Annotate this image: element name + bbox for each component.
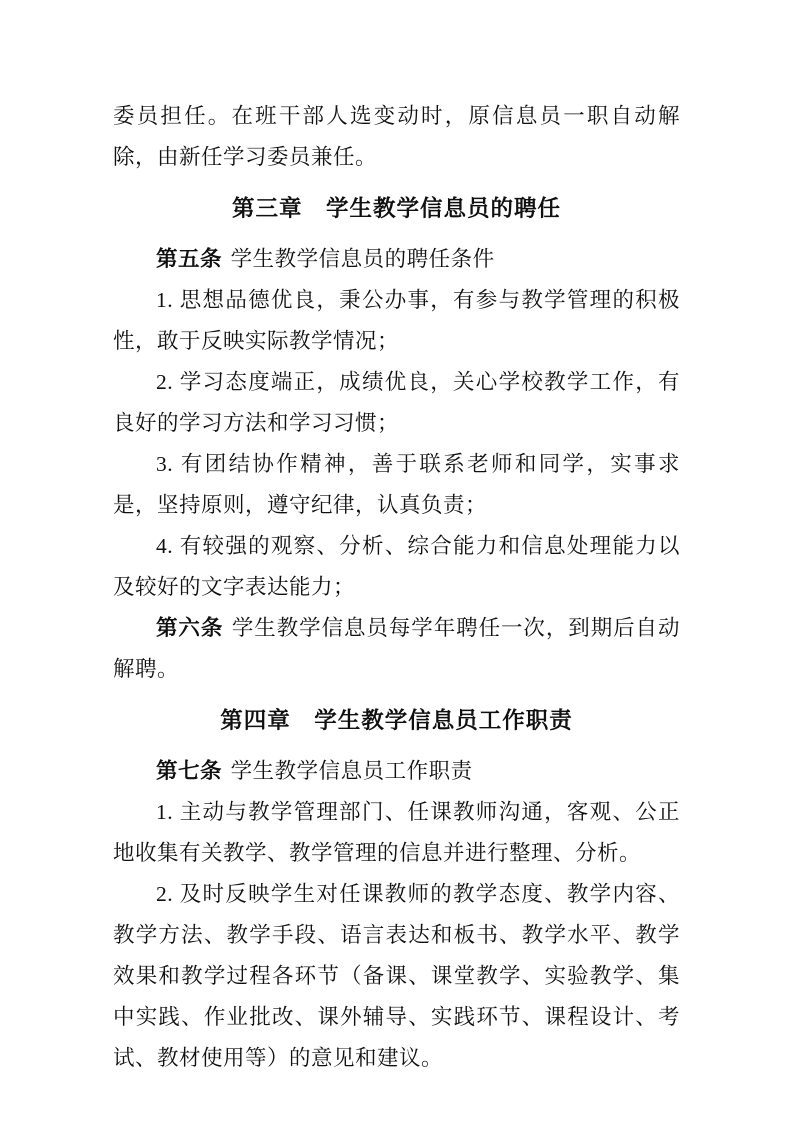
article-paragraph xyxy=(113,239,680,280)
article-text: 学生教学信息员的聘任条件 xyxy=(230,247,495,271)
article-number: 第六条 xyxy=(156,616,224,640)
body-paragraph: 1. 思想品德优良，秉公办事，有参与教学管理的积极性，敢于反映实际教学情况； xyxy=(113,288,680,353)
chapter-heading: 第三章 学生教学信息员的聘任 xyxy=(231,196,561,221)
document-body xyxy=(113,96,680,1079)
article-text: 学生教学信息员工作职责 xyxy=(230,759,473,783)
article-paragraph xyxy=(113,608,680,690)
body-paragraph: 4. 有较强的观察、分析、综合能力和信息处理能力以及较好的文字表达能力； xyxy=(113,534,680,599)
article-text: 学生教学信息员每学年聘任一次，到期后自动解聘。 xyxy=(113,616,680,681)
body-paragraph: 1. 主动与教学管理部门、任课教师沟通，客观、公正地收集有关教学、教学管理的信息并进行整理、分析。 xyxy=(113,800,680,865)
body-paragraph: 2. 学习态度端正，成绩优良，关心学校教学工作，有良好的学习方法和学习习惯； xyxy=(113,370,680,435)
body-paragraph: 委员担任。在班干部人选变动时，原信息员一职自动解除，由新任学习委员兼任。 xyxy=(113,104,680,169)
article-number: 第五条 xyxy=(156,247,223,271)
body-paragraph: 3. 有团结协作精神，善于联系老师和同学，实事求是，坚持原则，遵守纪律，认真负责； xyxy=(113,452,680,517)
body-paragraph: 2. 及时反映学生对任课教师的教学态度、教学内容、教学方法、教学手段、语言表达和板书、教学水平、教学效果和教学过程各环节（备课、课堂教学、实验教学、集中实践、作业批改、课外辅导、实践环节、课程设计、考试、教材使用等）的意见和建议。 xyxy=(113,882,680,1070)
article-number: 第七条 xyxy=(156,759,223,783)
article-paragraph xyxy=(113,751,680,792)
chapter-heading: 第四章 学生教学信息员工作职责 xyxy=(220,708,573,733)
